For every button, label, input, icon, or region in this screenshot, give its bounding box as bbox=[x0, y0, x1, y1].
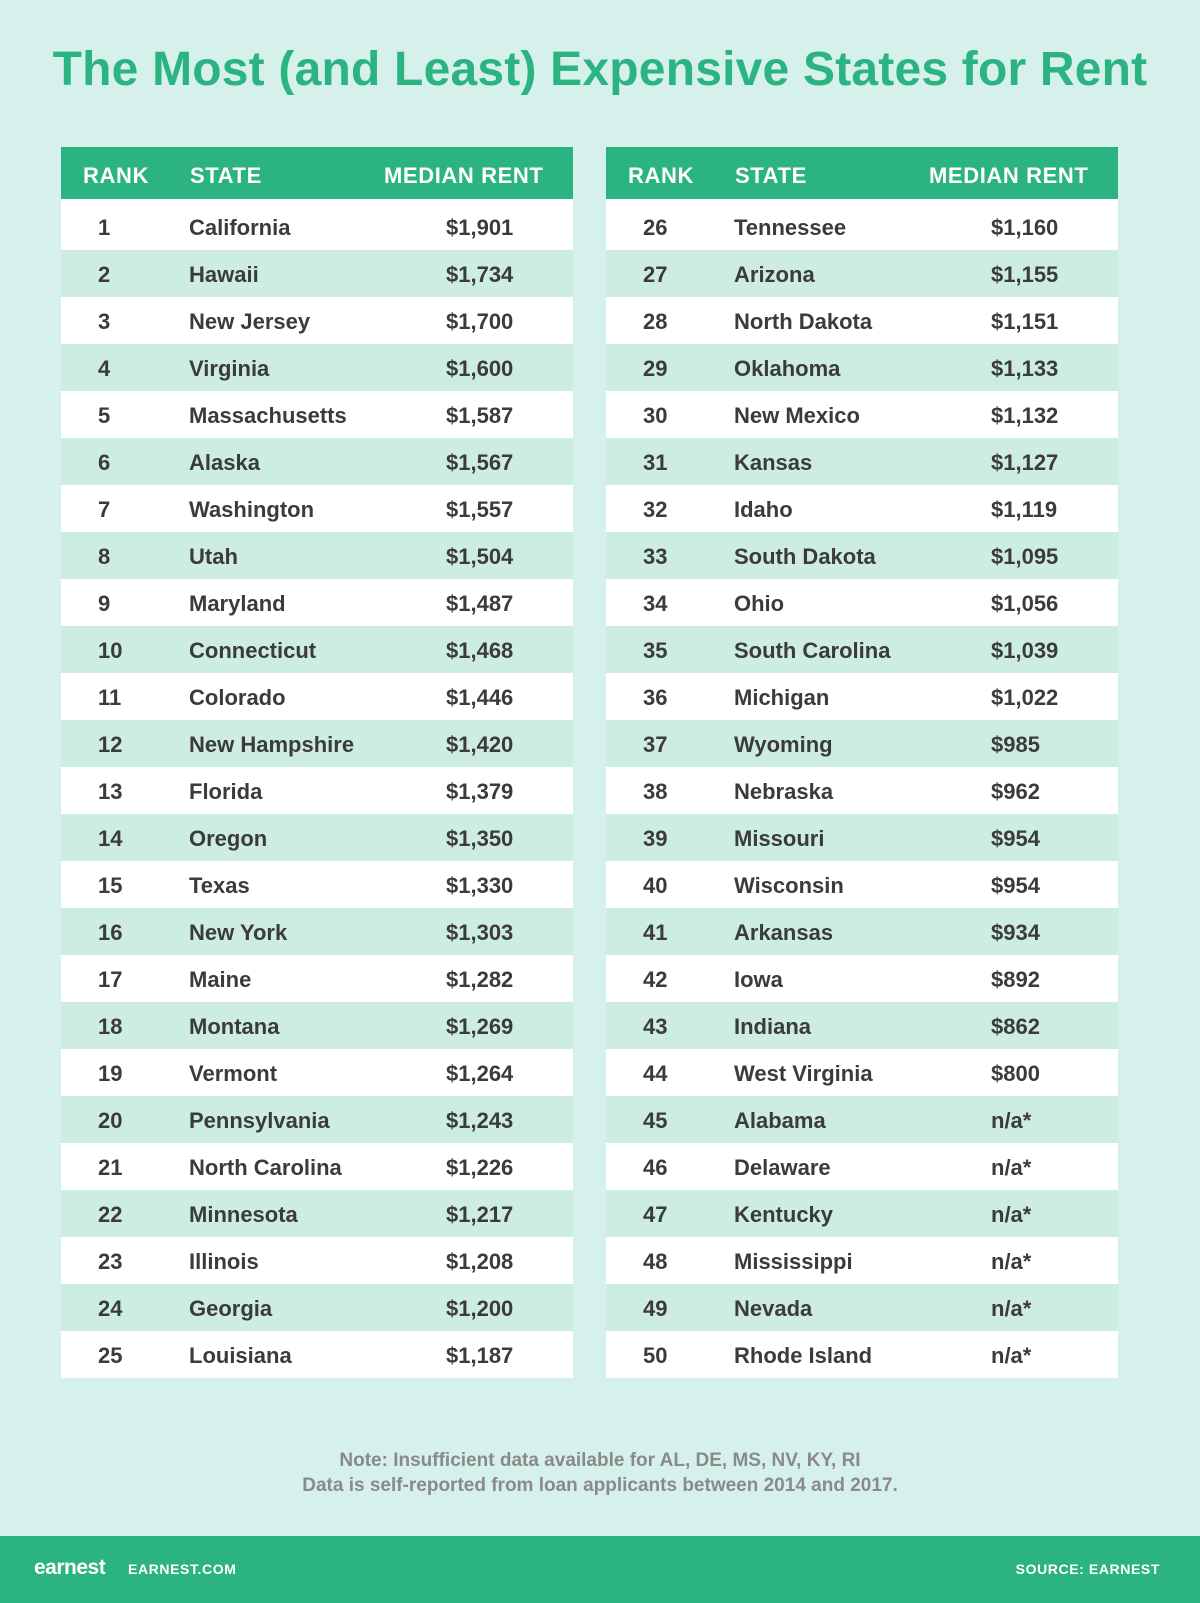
rank-cell: 42 bbox=[643, 967, 668, 992]
table-row bbox=[61, 1237, 573, 1284]
median-rent-cell: $1,700 bbox=[446, 309, 514, 334]
table-row bbox=[61, 344, 573, 391]
rank-cell: 3 bbox=[98, 309, 111, 334]
state-cell: Wisconsin bbox=[734, 873, 844, 898]
median-rent-cell: $1,155 bbox=[991, 262, 1059, 287]
rank-cell: 33 bbox=[643, 544, 668, 569]
median-rent-cell: $1,151 bbox=[991, 309, 1059, 334]
median-rent-cell: $962 bbox=[991, 779, 1040, 804]
state-cell: Arizona bbox=[734, 262, 815, 287]
rank-cell: 26 bbox=[643, 215, 668, 240]
rank-cell: 50 bbox=[643, 1343, 668, 1368]
rank-cell: 38 bbox=[643, 779, 668, 804]
table-row bbox=[606, 814, 1118, 861]
median-rent-cell: $1,133 bbox=[991, 356, 1059, 381]
median-rent-cell: $1,226 bbox=[446, 1155, 514, 1180]
median-rent-cell: $1,350 bbox=[446, 826, 514, 851]
table-row bbox=[606, 344, 1118, 391]
table-row bbox=[606, 485, 1118, 532]
footer-bar bbox=[0, 1536, 1200, 1603]
state-cell: Ohio bbox=[734, 591, 785, 616]
rank-cell: 19 bbox=[98, 1061, 123, 1086]
state-cell: North Carolina bbox=[189, 1155, 342, 1180]
earnest-logo: earnest bbox=[34, 1556, 106, 1579]
median-rent-cell: $1,303 bbox=[446, 920, 514, 945]
table-row bbox=[606, 1331, 1118, 1378]
state-cell: Vermont bbox=[189, 1061, 278, 1086]
state-cell: South Dakota bbox=[734, 544, 876, 569]
column-header-state: STATE bbox=[190, 163, 262, 188]
state-cell: Alaska bbox=[189, 450, 260, 475]
median-rent-cell: $954 bbox=[991, 826, 1040, 851]
state-cell: Arkansas bbox=[734, 920, 834, 945]
median-rent-cell: $1,600 bbox=[446, 356, 514, 381]
state-cell: Washington bbox=[189, 497, 315, 522]
column-header-rank: RANK bbox=[83, 163, 149, 188]
state-cell: Montana bbox=[189, 1014, 280, 1039]
table-row bbox=[606, 673, 1118, 720]
median-rent-cell: $1,200 bbox=[446, 1296, 514, 1321]
rank-cell: 14 bbox=[98, 826, 123, 851]
state-cell: Idaho bbox=[734, 497, 793, 522]
table-row bbox=[606, 720, 1118, 767]
page-title: The Most (and Least) Expensive States for Rent bbox=[52, 43, 1148, 96]
rank-cell: 35 bbox=[643, 638, 668, 663]
footnote bbox=[0, 1448, 1200, 1498]
rank-cell: 47 bbox=[643, 1202, 668, 1227]
rank-cell: 37 bbox=[643, 732, 668, 757]
footnote-line-1: Note: Insufficient data available for AL, DE, MS, NV, KY, RI bbox=[339, 1450, 861, 1471]
state-cell: Wyoming bbox=[734, 732, 833, 757]
table-row bbox=[61, 1049, 573, 1096]
median-rent-cell: $985 bbox=[991, 732, 1040, 757]
table-row bbox=[61, 861, 573, 908]
state-cell: Florida bbox=[189, 779, 263, 804]
rank-cell: 21 bbox=[98, 1155, 123, 1180]
state-cell: Connecticut bbox=[189, 638, 317, 663]
median-rent-cell: $1,330 bbox=[446, 873, 514, 898]
table-row bbox=[606, 391, 1118, 438]
rank-cell: 30 bbox=[643, 403, 668, 428]
median-rent-cell: $1,557 bbox=[446, 497, 514, 522]
column-header-median-rent: MEDIAN RENT bbox=[929, 163, 1089, 188]
table-row bbox=[61, 250, 573, 297]
table-row bbox=[61, 1143, 573, 1190]
table-row bbox=[61, 203, 573, 250]
median-rent-cell: $1,901 bbox=[446, 215, 514, 240]
rank-cell: 46 bbox=[643, 1155, 668, 1180]
median-rent-cell: n/a* bbox=[991, 1249, 1032, 1274]
table-row bbox=[61, 1331, 573, 1378]
table-row bbox=[61, 579, 573, 626]
state-cell: Hawaii bbox=[189, 262, 259, 287]
state-cell: Texas bbox=[189, 873, 250, 898]
rank-cell: 16 bbox=[98, 920, 123, 945]
rank-cell: 24 bbox=[98, 1296, 123, 1321]
rent-table-right bbox=[606, 147, 1118, 1378]
table-row bbox=[606, 1284, 1118, 1331]
table-row bbox=[61, 1284, 573, 1331]
source-label: SOURCE: EARNEST bbox=[1015, 1561, 1160, 1577]
rank-cell: 1 bbox=[98, 215, 111, 240]
rank-cell: 7 bbox=[98, 497, 111, 522]
state-cell: Missouri bbox=[734, 826, 825, 851]
table-row bbox=[61, 485, 573, 532]
median-rent-cell: $1,208 bbox=[446, 1249, 514, 1274]
table-row bbox=[61, 955, 573, 1002]
state-cell: Alabama bbox=[734, 1108, 826, 1133]
table-row bbox=[606, 626, 1118, 673]
median-rent-cell: $1,420 bbox=[446, 732, 514, 757]
rank-cell: 20 bbox=[98, 1108, 123, 1133]
rank-cell: 2 bbox=[98, 262, 111, 287]
rank-cell: 39 bbox=[643, 826, 668, 851]
median-rent-cell: n/a* bbox=[991, 1343, 1032, 1368]
median-rent-cell: $934 bbox=[991, 920, 1040, 945]
rank-cell: 25 bbox=[98, 1343, 123, 1368]
rank-cell: 22 bbox=[98, 1202, 123, 1227]
median-rent-cell: n/a* bbox=[991, 1108, 1032, 1133]
rank-cell: 18 bbox=[98, 1014, 123, 1039]
table-row bbox=[61, 1190, 573, 1237]
median-rent-cell: $1,487 bbox=[446, 591, 514, 616]
state-cell: Nebraska bbox=[734, 779, 834, 804]
table-header bbox=[61, 147, 573, 203]
table-row bbox=[61, 438, 573, 485]
table-row bbox=[606, 1237, 1118, 1284]
table-row bbox=[61, 908, 573, 955]
rank-cell: 32 bbox=[643, 497, 668, 522]
table-header bbox=[606, 147, 1118, 203]
median-rent-cell: $1,039 bbox=[991, 638, 1059, 663]
rank-cell: 43 bbox=[643, 1014, 668, 1039]
median-rent-cell: $1,446 bbox=[446, 685, 514, 710]
table-row bbox=[61, 1096, 573, 1143]
state-cell: Michigan bbox=[734, 685, 830, 710]
state-cell: Illinois bbox=[189, 1249, 259, 1274]
rank-cell: 40 bbox=[643, 873, 668, 898]
table-row bbox=[606, 1096, 1118, 1143]
rank-cell: 5 bbox=[98, 403, 111, 428]
rank-cell: 28 bbox=[643, 309, 668, 334]
state-cell: Colorado bbox=[189, 685, 286, 710]
column-header-state: STATE bbox=[735, 163, 807, 188]
state-cell: New York bbox=[189, 920, 288, 945]
table-row bbox=[61, 720, 573, 767]
table-row bbox=[61, 532, 573, 579]
median-rent-cell: $1,587 bbox=[446, 403, 514, 428]
table-row bbox=[606, 1143, 1118, 1190]
rank-cell: 4 bbox=[98, 356, 111, 381]
median-rent-cell: $1,269 bbox=[446, 1014, 514, 1039]
rank-cell: 11 bbox=[98, 685, 122, 710]
rank-cell: 15 bbox=[98, 873, 123, 898]
median-rent-cell: $1,504 bbox=[446, 544, 514, 569]
state-cell: Kansas bbox=[734, 450, 813, 475]
median-rent-cell: $1,264 bbox=[446, 1061, 514, 1086]
median-rent-cell: n/a* bbox=[991, 1202, 1032, 1227]
rank-cell: 44 bbox=[643, 1061, 668, 1086]
rank-cell: 23 bbox=[98, 1249, 123, 1274]
state-cell: Oklahoma bbox=[734, 356, 841, 381]
rank-cell: 6 bbox=[98, 450, 111, 475]
state-cell: Virginia bbox=[189, 356, 270, 381]
rank-cell: 12 bbox=[98, 732, 123, 757]
state-cell: Tennessee bbox=[734, 215, 847, 240]
table-row bbox=[606, 579, 1118, 626]
table-row bbox=[606, 203, 1118, 250]
table-body bbox=[606, 203, 1118, 1378]
median-rent-cell: $800 bbox=[991, 1061, 1040, 1086]
state-cell: Georgia bbox=[189, 1296, 273, 1321]
table-row bbox=[606, 438, 1118, 485]
table-row bbox=[606, 1002, 1118, 1049]
state-cell: North Dakota bbox=[734, 309, 873, 334]
state-cell: Rhode Island bbox=[734, 1343, 873, 1368]
state-cell: Maryland bbox=[189, 591, 286, 616]
rank-cell: 34 bbox=[643, 591, 668, 616]
median-rent-cell: $954 bbox=[991, 873, 1040, 898]
state-cell: Kentucky bbox=[734, 1202, 834, 1227]
state-cell: Delaware bbox=[734, 1155, 831, 1180]
state-cell: Indiana bbox=[734, 1014, 812, 1039]
median-rent-cell: n/a* bbox=[991, 1296, 1032, 1321]
state-cell: Iowa bbox=[734, 967, 783, 992]
state-cell: Nevada bbox=[734, 1296, 813, 1321]
state-cell: Utah bbox=[189, 544, 238, 569]
table-row bbox=[606, 1049, 1118, 1096]
state-cell: Louisiana bbox=[189, 1343, 292, 1368]
state-cell: California bbox=[189, 215, 291, 240]
rank-cell: 8 bbox=[98, 544, 111, 569]
table-row bbox=[61, 1002, 573, 1049]
rank-cell: 10 bbox=[98, 638, 123, 663]
rank-cell: 48 bbox=[643, 1249, 668, 1274]
state-cell: West Virginia bbox=[734, 1061, 873, 1086]
footnote-line-2: Data is self-reported from loan applicants between 2014 and 2017. bbox=[302, 1475, 898, 1496]
median-rent-cell: $862 bbox=[991, 1014, 1040, 1039]
table-row bbox=[606, 955, 1118, 1002]
state-cell: Mississippi bbox=[734, 1249, 853, 1274]
table-row bbox=[61, 297, 573, 344]
rank-cell: 49 bbox=[643, 1296, 668, 1321]
state-cell: Maine bbox=[189, 967, 252, 992]
median-rent-cell: $1,095 bbox=[991, 544, 1059, 569]
table-row bbox=[61, 673, 573, 720]
state-cell: Pennsylvania bbox=[189, 1108, 330, 1133]
median-rent-cell: $1,379 bbox=[446, 779, 514, 804]
table-row bbox=[61, 391, 573, 438]
table-body bbox=[61, 203, 573, 1378]
median-rent-cell: $1,127 bbox=[991, 450, 1059, 475]
median-rent-cell: $1,187 bbox=[446, 1343, 514, 1368]
median-rent-cell: $1,567 bbox=[446, 450, 514, 475]
state-cell: Massachusetts bbox=[189, 403, 347, 428]
rank-cell: 45 bbox=[643, 1108, 668, 1133]
median-rent-cell: $1,119 bbox=[991, 497, 1058, 522]
state-cell: New Mexico bbox=[734, 403, 860, 428]
rank-cell: 41 bbox=[643, 920, 668, 945]
rank-cell: 9 bbox=[98, 591, 111, 616]
rank-cell: 36 bbox=[643, 685, 668, 710]
table-row bbox=[606, 861, 1118, 908]
median-rent-cell: $892 bbox=[991, 967, 1040, 992]
table-row bbox=[606, 297, 1118, 344]
state-cell: South Carolina bbox=[734, 638, 891, 663]
median-rent-cell: $1,468 bbox=[446, 638, 514, 663]
median-rent-cell: $1,243 bbox=[446, 1108, 514, 1133]
column-header-median-rent: MEDIAN RENT bbox=[384, 163, 544, 188]
table-row bbox=[606, 1190, 1118, 1237]
state-cell: Minnesota bbox=[189, 1202, 298, 1227]
median-rent-cell: $1,217 bbox=[446, 1202, 514, 1227]
rent-table-left bbox=[61, 147, 573, 1378]
rank-cell: 27 bbox=[643, 262, 668, 287]
median-rent-cell: $1,282 bbox=[446, 967, 514, 992]
table-row bbox=[606, 767, 1118, 814]
state-cell: New Jersey bbox=[189, 309, 311, 334]
median-rent-cell: n/a* bbox=[991, 1155, 1032, 1180]
table-row bbox=[606, 908, 1118, 955]
state-cell: Oregon bbox=[189, 826, 268, 851]
median-rent-cell: $1,022 bbox=[991, 685, 1059, 710]
rank-cell: 17 bbox=[98, 967, 123, 992]
state-cell: New Hampshire bbox=[189, 732, 355, 757]
table-row bbox=[61, 814, 573, 861]
table-row bbox=[606, 532, 1118, 579]
median-rent-cell: $1,056 bbox=[991, 591, 1059, 616]
median-rent-cell: $1,132 bbox=[991, 403, 1059, 428]
table-row bbox=[606, 250, 1118, 297]
rank-cell: 13 bbox=[98, 779, 123, 804]
rank-cell: 29 bbox=[643, 356, 668, 381]
rank-cell: 31 bbox=[643, 450, 668, 475]
site-link[interactable]: EARNEST.COM bbox=[128, 1561, 237, 1577]
column-header-rank: RANK bbox=[628, 163, 694, 188]
median-rent-cell: $1,734 bbox=[446, 262, 514, 287]
median-rent-cell: $1,160 bbox=[991, 215, 1059, 240]
table-row bbox=[61, 626, 573, 673]
table-row bbox=[61, 767, 573, 814]
